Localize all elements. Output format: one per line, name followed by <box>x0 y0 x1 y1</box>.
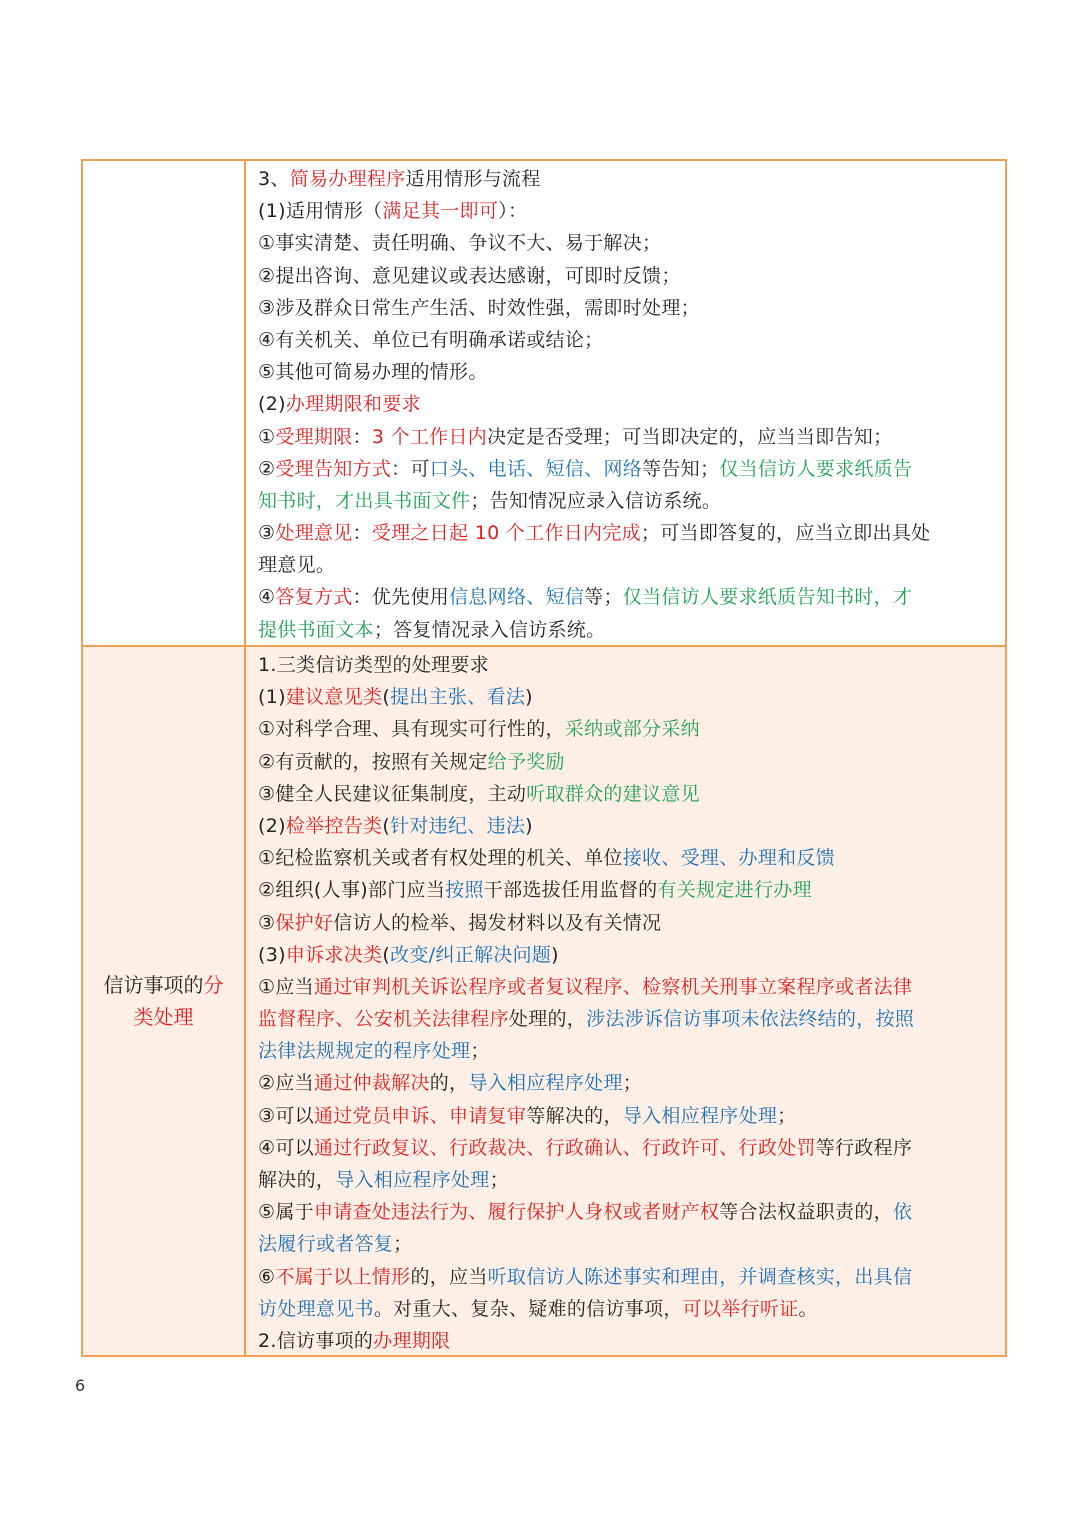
text-run: 理意见。 <box>258 554 336 577</box>
text-line <box>258 907 995 939</box>
text-run: 导入相应程序处理 <box>335 1169 490 1191</box>
text-run: 针对违纪、违法 <box>390 814 526 837</box>
section-title <box>258 163 995 195</box>
text-run: 信息网络、短信 <box>449 586 585 609</box>
text-run: ； <box>470 1040 490 1063</box>
row-label-cell <box>83 647 246 1355</box>
text-run: 干部选拔任用监督的 <box>483 879 658 902</box>
text-run: 采纳或部分采纳 <box>564 718 700 741</box>
text-run: 答复方式 <box>275 586 353 609</box>
subsection-deadlines <box>258 388 995 420</box>
applicable-cases-list <box>258 227 995 388</box>
classification-list <box>258 649 995 1357</box>
text-run: 知书时，才出具书面文件 <box>258 489 471 512</box>
text-run: 导入相应程序处理 <box>622 1104 778 1127</box>
text-run: 接收、受理、办理和反馈 <box>622 847 836 870</box>
row-label-part1: 信访事项的 <box>103 973 204 997</box>
text-line <box>258 971 995 1003</box>
text-run: ① <box>258 425 276 448</box>
text-run: ) <box>551 943 559 966</box>
text-run: ⑤其他可简易办理的情形。 <box>258 361 488 384</box>
text-run: ⑥ <box>258 1265 276 1288</box>
text-line <box>258 324 995 356</box>
text-run: ①应当 <box>258 975 314 998</box>
content-table <box>81 159 1007 1357</box>
text-run: 申诉求决类 <box>285 943 383 966</box>
text-run: 建议意见类 <box>285 686 383 709</box>
text-run: 3 个工作日内 <box>371 425 488 448</box>
text-run: 处理意见 <box>275 522 353 545</box>
text-line <box>258 1261 995 1293</box>
text-run: 满足其一即可 <box>382 200 499 223</box>
text-run: ； <box>622 1072 643 1095</box>
text-run: 仅当信访人要求纸质告知书时，才 <box>622 586 913 609</box>
text-run: ③涉及群众日常生产生活、时效性强，需即时处理； <box>258 296 700 319</box>
text-run: ③健全人民建议征集制度，主动 <box>258 782 527 805</box>
text-line <box>258 810 995 842</box>
text-run: 监督程序、公安机关法律程序 <box>258 1008 509 1031</box>
text-line <box>258 421 995 453</box>
text-run: ④ <box>258 586 276 609</box>
text-run: ②组织(人事)部门应当 <box>258 879 446 902</box>
text-run: ： <box>352 425 372 448</box>
text-line <box>258 1196 995 1228</box>
text-run: 给予奖励 <box>487 750 565 773</box>
row-label-cell-empty <box>83 161 246 645</box>
text-run: ③ <box>258 911 276 934</box>
text-run: 通过党员申诉、申请复审 <box>313 1104 527 1127</box>
text-line <box>258 260 995 292</box>
text-run: ； <box>777 1104 797 1127</box>
text-run: (1)适用情形（ <box>258 200 383 223</box>
text-run: 听取群众的建议意见 <box>526 782 700 805</box>
text-run: 信访人的检举、揭发材料以及有关情况 <box>333 911 662 934</box>
text-run: 受理告知方式 <box>275 457 392 480</box>
text-run: 2.信访事项的 <box>258 1329 374 1352</box>
text-line <box>258 649 995 681</box>
text-line <box>258 1293 995 1325</box>
text-run: ②提出咨询、意见建议或表达感谢，可即时反馈； <box>258 264 681 287</box>
text-run: 等告知； <box>642 457 720 480</box>
text-run: 。 <box>798 1297 818 1320</box>
text-line <box>258 1132 995 1164</box>
text-line <box>258 1164 995 1196</box>
text-run: ( <box>382 943 391 966</box>
text-run: 有关规定进行办理 <box>657 879 812 902</box>
text-run: 保护好 <box>275 911 334 934</box>
text-run: 解决的， <box>258 1169 336 1191</box>
text-line <box>258 517 995 549</box>
page-number: 6 <box>75 1376 86 1395</box>
text-run: ：优先使用 <box>352 586 450 609</box>
text-run: ； <box>489 1169 509 1191</box>
text-run: ；答复情况录入信访系统。 <box>373 618 606 641</box>
text-line <box>258 453 995 485</box>
text-run: ) <box>525 686 533 709</box>
text-run: 通过审判机关诉讼程序或者复议程序、检察机关刑事立案程序或者法律 <box>313 975 913 998</box>
text-run: 的，应当 <box>410 1265 488 1288</box>
text-line <box>258 356 995 388</box>
text-run: (3) <box>258 943 286 966</box>
subsection-applicable-cases <box>258 195 995 227</box>
text-line <box>258 614 995 646</box>
text-run: 提供书面文本 <box>258 618 374 641</box>
text-line <box>258 1003 995 1035</box>
text-run: 等解决的， <box>526 1104 623 1127</box>
text-run: 适用情形与流程 <box>405 168 541 190</box>
text-run: 仅当信访人要求纸质告 <box>719 457 913 480</box>
text-line <box>258 746 995 778</box>
text-run: 等； <box>584 586 623 609</box>
text-line <box>258 842 995 874</box>
text-run: 办理期限 <box>373 1329 451 1352</box>
text-run: 提出主张、看法 <box>390 686 526 709</box>
text-run: (2) <box>258 393 286 416</box>
text-run: 等合法权益职责的， <box>719 1201 893 1224</box>
text-run: 按照 <box>445 879 484 902</box>
text-run: 3、 <box>258 168 290 190</box>
row-label-part2: 分 <box>203 973 224 997</box>
text-run: ②应当 <box>258 1072 314 1095</box>
text-run: ② <box>258 457 276 480</box>
text-run: 导入相应程序处理 <box>468 1072 623 1095</box>
text-run: 改变/纠正解决问题 <box>390 943 552 966</box>
text-run: 申请查处违法行为、履行保护人身权或者财产权 <box>313 1201 720 1224</box>
text-run: 的， <box>429 1072 469 1095</box>
text-run: 受理期限 <box>275 425 353 448</box>
text-run: ③可以 <box>258 1104 314 1127</box>
text-run: 检举控告类 <box>285 814 383 837</box>
row-label <box>94 969 234 1033</box>
text-run: 处理的， <box>508 1008 587 1031</box>
row-label-part3: 类处理 <box>133 1005 194 1029</box>
text-run: ）： <box>498 200 528 223</box>
text-line <box>258 1035 995 1067</box>
text-run: ⑤属于 <box>258 1201 314 1224</box>
text-run: 通过仲裁解决 <box>313 1072 430 1095</box>
text-line <box>258 681 995 713</box>
text-run: ( <box>382 814 391 837</box>
text-run: 可以举行听证 <box>682 1297 799 1320</box>
text-run: 法律法规规定的程序处理 <box>258 1040 471 1063</box>
text-run: ( <box>382 686 391 709</box>
simple-procedure-cell <box>246 161 1005 645</box>
text-run: ： <box>352 522 372 545</box>
text-run: 等行政程序 <box>815 1136 913 1159</box>
text-run: 受理之日起 10 个工作日内完成 <box>371 522 641 545</box>
text-line <box>258 1228 995 1260</box>
deadlines-list <box>258 421 995 646</box>
text-line <box>258 1325 995 1357</box>
text-run: ①纪检监察机关或者有权处理的机关、单位 <box>258 847 623 870</box>
text-run: 通过行政复议、行政裁决、行政确认、行政许可、行政处罚 <box>313 1136 816 1159</box>
text-line <box>258 874 995 906</box>
text-run: ③ <box>258 522 276 545</box>
text-run: ) <box>525 814 533 837</box>
text-run: 不属于以上情形 <box>275 1265 411 1288</box>
text-run: ④有关机关、单位已有明确承诺或结论； <box>258 328 604 351</box>
text-run: 1.三类信访类型的处理要求 <box>258 654 490 676</box>
text-run: (1) <box>258 686 286 709</box>
text-run: 访处理意见书 <box>258 1297 374 1320</box>
text-line <box>258 1100 995 1132</box>
text-run: (2) <box>258 814 286 837</box>
text-run: 简易办理程序 <box>289 168 406 190</box>
text-run: 法履行或者答复 <box>258 1233 394 1256</box>
text-run: ：可 <box>391 457 430 480</box>
text-line <box>258 939 995 971</box>
classification-cell <box>246 647 1005 1355</box>
text-run: ①事实清楚、责任明确、争议不大、易于解决； <box>258 232 662 255</box>
text-line <box>258 581 995 613</box>
text-line <box>258 778 995 810</box>
text-run: ；可当即答复的，应当立即出具处 <box>640 522 931 545</box>
text-run: 听取信访人陈述事实和理由，并调查核实，出具信 <box>487 1265 913 1288</box>
text-run: 涉法涉诉信访事项未依法终结的，按照 <box>586 1008 915 1031</box>
text-run: ；告知情况应录入信访系统。 <box>470 489 722 512</box>
text-run: 。对重大、复杂、疑难的信访事项， <box>373 1297 683 1320</box>
text-line <box>258 1067 995 1099</box>
text-line <box>258 485 995 517</box>
text-run: 口头、电话、短信、网络 <box>429 457 643 480</box>
table-row-classification <box>83 645 1005 1355</box>
text-run: 依 <box>892 1201 913 1224</box>
text-run: ②有贡献的，按照有关规定 <box>258 750 488 773</box>
text-line <box>258 549 995 581</box>
text-line <box>258 292 995 324</box>
text-run: ①对科学合理、具有现实可行性的， <box>258 718 565 741</box>
table-row-simple-procedure <box>83 161 1005 645</box>
text-run: 办理期限和要求 <box>285 393 421 416</box>
text-line <box>258 227 995 259</box>
text-run: 决定是否受理；可当即决定的，应当当即告知； <box>487 425 893 448</box>
text-line <box>258 713 995 745</box>
text-run: ； <box>393 1233 413 1256</box>
text-run: ④可以 <box>258 1136 314 1159</box>
